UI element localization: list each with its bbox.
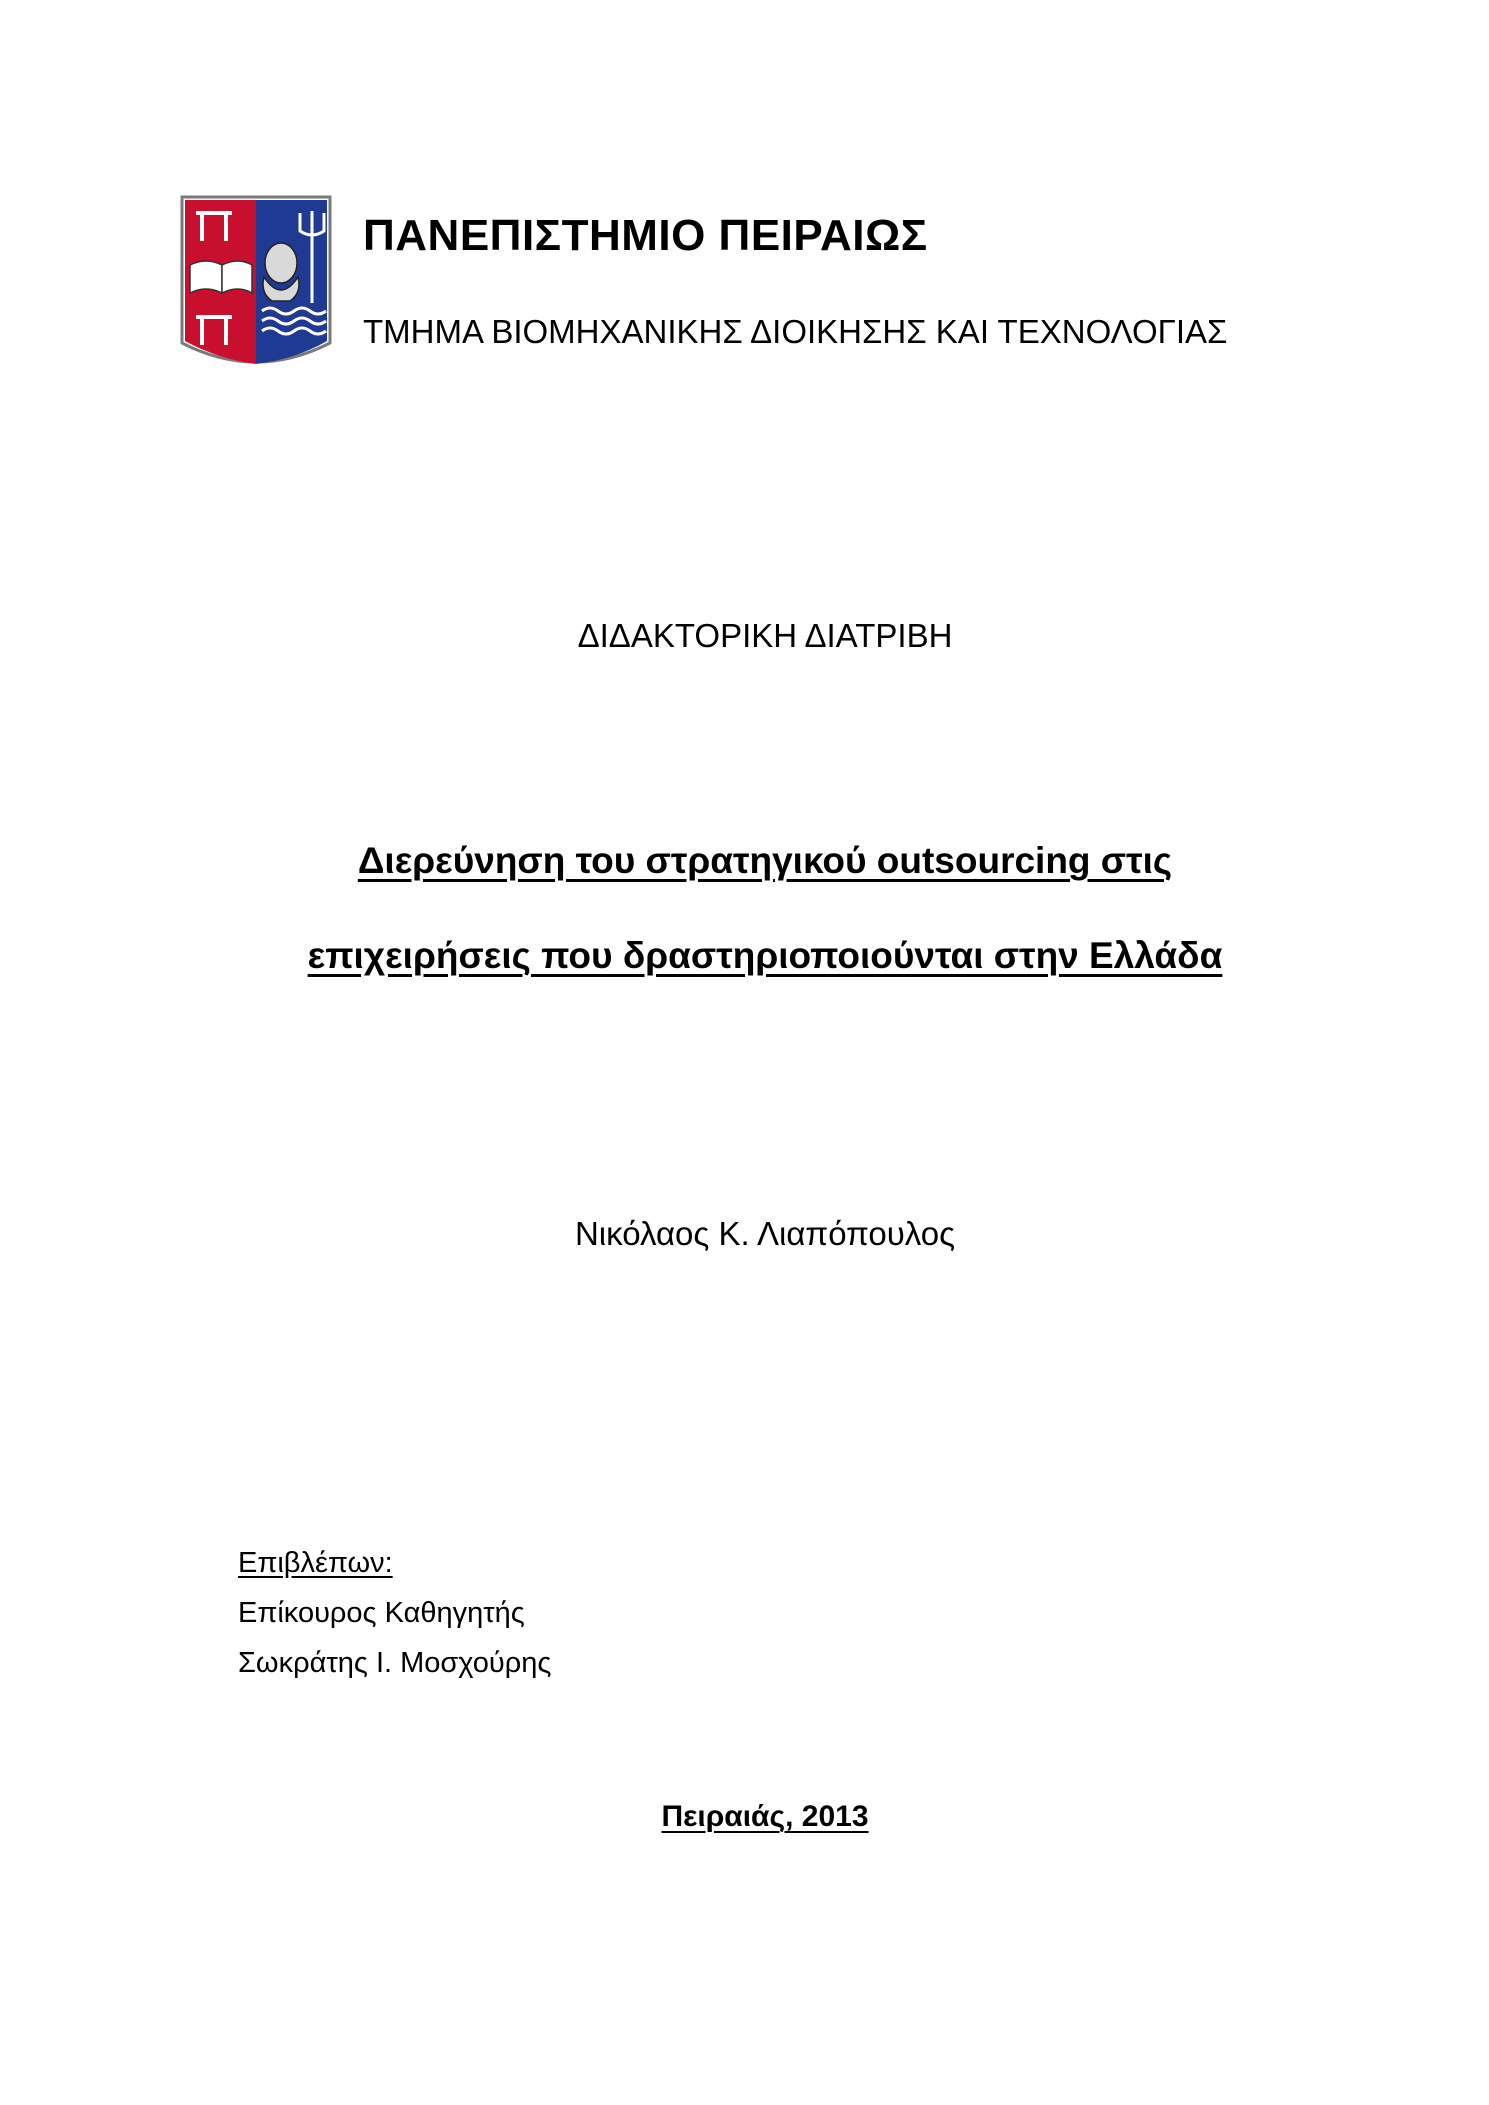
author-name: Νικόλαος Κ. Λιαπόπουλος: [574, 1215, 956, 1252]
university-name: ΠΑΝΕΠΙΣΤΗΜΙΟ ΠΕΙΡΑΙΩΣ: [363, 211, 928, 260]
supervisor-rank: Επίκουρος Καθηγητής: [238, 1597, 525, 1629]
document-type: ΔΙΔΑΚΤΟΡΙΚΗ ΔΙΑΤΡΙΒΗ: [577, 617, 953, 654]
place-and-date: Πειραιάς, 2013: [661, 1800, 869, 1833]
thesis-title-line-1: Διερεύνηση του στρατηγικού outsourcing στις: [357, 840, 1173, 881]
department-name: ΤΜΗΜΑ ΒΙΟΜΗΧΑΝΙΚΗΣ ΔΙΟΙΚΗΣΗΣ ΚΑΙ ΤΕΧΝΟΛΟΓΙΑΣ: [363, 313, 1228, 350]
university-of-piraeus-crest-icon: [178, 193, 334, 373]
supervisor-label: Επιβλέπων:: [238, 1547, 393, 1579]
supervisor-name: Σωκράτης Ι. Μοσχούρης: [238, 1647, 552, 1679]
thesis-title-line-2: επιχειρήσεις που δραστηριοποιούνται στην Ελλάδα: [307, 935, 1223, 976]
supervisor-block: [238, 1538, 551, 1688]
